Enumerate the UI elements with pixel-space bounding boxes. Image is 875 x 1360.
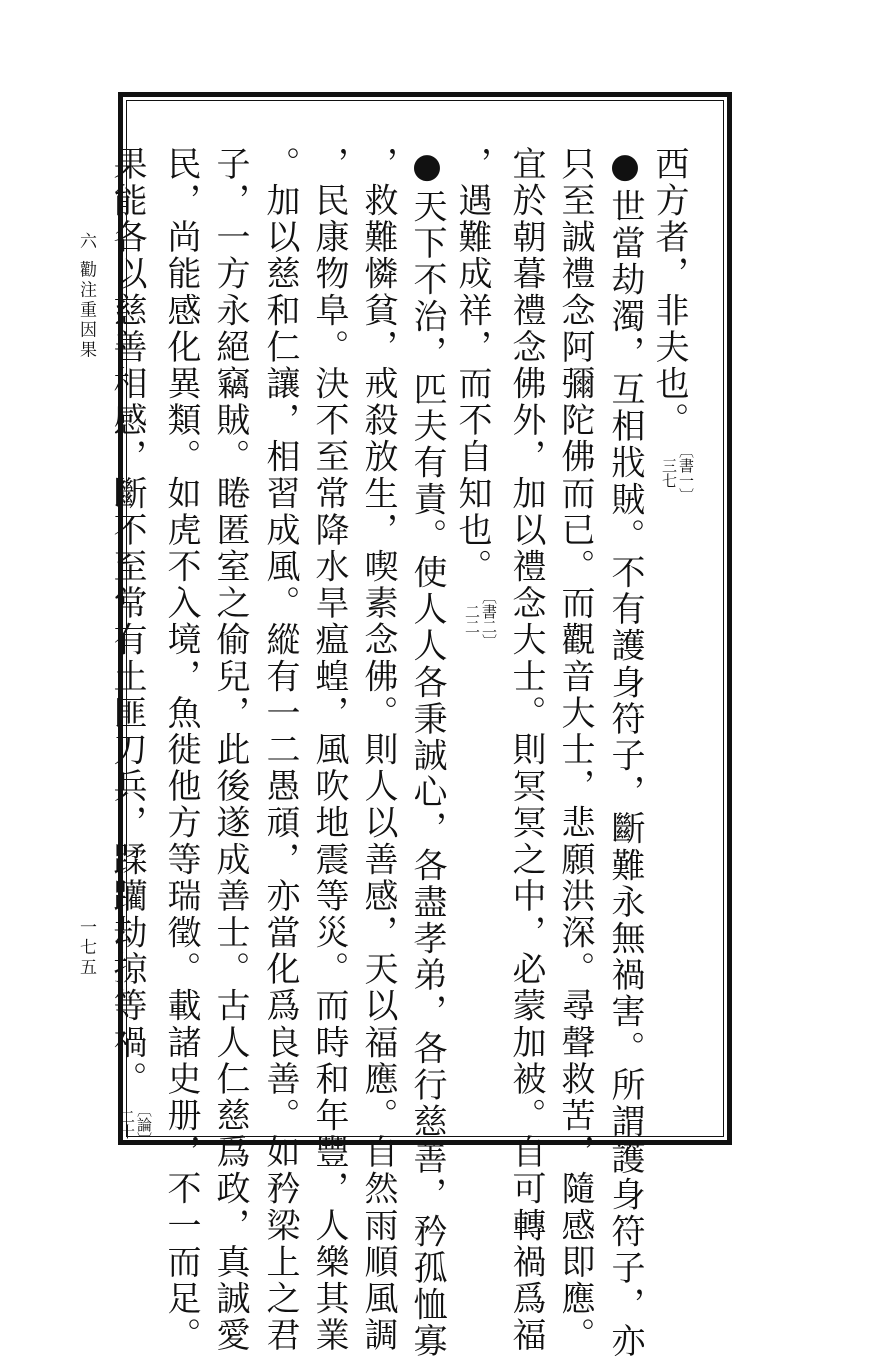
text-column (452, 146, 498, 650)
text-column (309, 146, 349, 1354)
page-number: 一七五 (76, 918, 96, 978)
text-column (107, 146, 153, 1147)
source-note-line: 二二 (463, 604, 481, 635)
text-column (649, 146, 695, 503)
source-note (118, 1102, 152, 1147)
source-note-line: 〔書二〕 (480, 589, 498, 650)
column-text: ，遇難成祥，而不自知也。 (452, 146, 492, 586)
source-note (463, 589, 497, 649)
column-text: ●天下不治，匹夫有責。使人人各秉誠心，各盡孝弟，各行慈善，矜孤恤寡 (407, 146, 447, 1360)
column-text: 只至誠禮念阿彌陀佛而已。而觀音大士，悲願洪深。尋聲救苦，隨感即應。 (555, 146, 595, 1354)
running-header: 六 勸注重因果 (76, 232, 96, 361)
text-column (555, 146, 595, 1354)
text-column (407, 146, 447, 1360)
source-note-line: 三七 (660, 457, 678, 488)
column-text: 子，一方永絕竊賊。睠匿室之偷兒，此後遂成善士。古人仁慈爲政，真誠愛 (210, 146, 250, 1354)
source-note-line: 〔書一〕 (677, 442, 695, 503)
source-note-line: 二十 (118, 1109, 136, 1140)
text-column (605, 146, 645, 1360)
source-note-line: 〔論〕 (135, 1101, 153, 1147)
column-text: 西方者，非夫也。 (649, 146, 689, 439)
text-column (161, 146, 201, 1354)
column-text: 宜於朝暮禮念佛外，加以禮念大士。則冥冥之中，必蒙加被。自可轉禍爲福 (506, 146, 546, 1354)
text-column (506, 146, 546, 1354)
column-text: ，救難憐貧，戒殺放生，喫素念佛。則人以善感，天以福應。自然雨順風調 (358, 146, 398, 1354)
text-column (210, 146, 250, 1354)
source-note (660, 443, 694, 503)
column-text: 。加以慈和仁讓，相習成風。縱有一二愚頑，亦當化爲良善。如矜梁上之君 (260, 146, 300, 1354)
text-column (260, 146, 300, 1354)
column-text: ，民康物阜。決不至常降水旱瘟蝗，風吹地震等災。而時和年豐，人樂其業 (309, 146, 349, 1354)
text-column (358, 146, 398, 1354)
column-text: 民，尚能感化異類。如虎不入境，魚徙他方等瑞徵。載諸史册，不一而足。 (161, 146, 201, 1354)
column-text: ●世當劫濁，互相戕賊。不有護身符子，斷難永無禍害。所謂護身符子，亦 (605, 146, 645, 1360)
column-text: 果能各以慈善相感，斷不至常有土匪刀兵，蹂躪劫掠等禍。 (107, 146, 147, 1098)
